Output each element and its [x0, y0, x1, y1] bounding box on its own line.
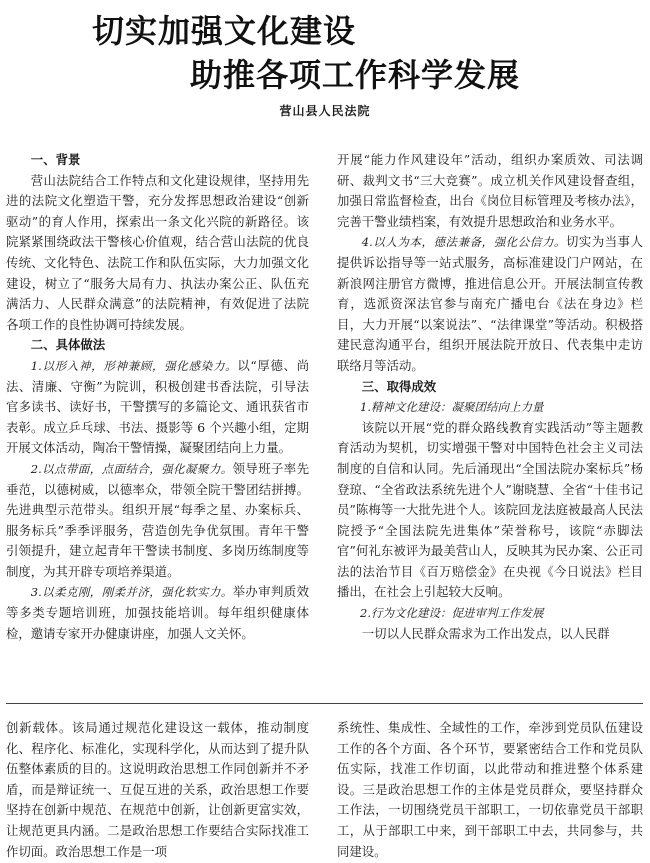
paragraph-lower-left: 创新载体。该局通过规范化建设这一载体，推动制度化、程序化、标准化，实现科学化，从而达到了提升队伍整体素质的目的。这说明政治思想工作同创新并不矛盾，而是辩证统一、互促互进的关系，政治思想工作要坚持在创新中规范、在规范中创新，让创新更富实效，让规范更具内涵。二是政治思想工作要结合实际找准工作切面。政治思想工作是一项 — [6, 720, 309, 859]
column-right-top — [337, 150, 643, 644]
practice-2-lead: 2.以点带面，点面结合，强化凝聚力。 — [30, 461, 233, 476]
paragraph-results-1: 该院以开展“党的群众路线教育实践活动”等主题教育活动为契机，切实增强干警对中国特色社会主义司法制度的自信和认同。先后涌现出“全国法院办案标兵”杨登琼、“全省政法系统先进个人”谢晓慧、全省“十佳书记员”陈梅等一大批先进个人。该院回龙法庭被最高人民法院授予“全国法院先进集体”荣誉称号，该院“赤脚法官”何礼东被评为最美营山人，反映其为民办案、公正司法的法治节目《百万赔偿金》在央视《今日说法》栏目播出，在社会上引起较大反响。 — [337, 419, 643, 600]
section-heading-background: 一、背景 — [30, 152, 81, 167]
article-author: 营山县人民法院 — [279, 104, 371, 118]
practice-4-lead: 4.以人为本，德法兼备，强化公信力。 — [361, 235, 566, 250]
paragraph-practice-1 — [6, 356, 309, 459]
practice-1-text: 以“厚德、尚法、清廉、守衡”为院训，积极创建书香法院，引导法官多读书、读好书，干警撰写的多篇论文、通讯获省市表彰。成立乒乓球、书法、摄影等 6 个兴趣小组，定期开展文体活动，陶冶干警情操，凝聚团结向上力量。 — [6, 357, 309, 456]
practice-1-lead: 1.以形入神，形神兼顾，强化感染力。 — [30, 358, 238, 373]
results-subheading-1: 1.精神文化建设：凝聚团结向上力量 — [360, 400, 544, 415]
column-left-top — [6, 150, 309, 644]
paragraph-continued: 开展“能力作风建设年”活动，组织办案质效、司法调研、裁判文书“三大竞赛”。成立机关作风建设督查组，加强日常监督检查，出台《岗位目标管理及考核办法》，完善干警业绩档案，有效提升思想政治和业务水平。 — [337, 152, 643, 229]
paragraph-practice-2 — [6, 459, 309, 583]
practice-3-text: 举办审判质效等多类专题培训班，加强技能培训。每年组织健康体检，邀请专家开办健康讲座，加强人文关怀。 — [6, 584, 309, 641]
practice-4-text: 切实为当事人提供诉讼指导等一站式服务，高标准建设门户网站，在新浪网注册官方微博，推进信息公开。开展法制宣传教育，选派资深法官参与南充广播电台《法在身边》栏目，大力开展“以案说法”、“法律课堂”等活动。积极搭建民意沟通平台，组织开展法院开放日、代表集中走访联络月等活动。 — [337, 234, 643, 373]
paragraph-lower-right: 系统性、集成性、全域性的工作，牵涉到党员队伍建设工作的各个方面、各个环节，要紧密结合工作和党员队伍实际，找准工作切面，以此带动和推进整个体系建设。三是政治思想工作的主体是党员群众，要坚持群众工作法，一切围绕党员干部职工，一切依靠党员干部职工，从于部职工中来，到干部职工中去，共同参与，共同建设。 — [337, 720, 643, 859]
paragraph-practice-3 — [6, 582, 309, 644]
paragraph-practice-4 — [337, 232, 643, 376]
article-title-line2: 助推各项工作科学发展 — [190, 56, 521, 94]
paragraph-background: 营山法院结合工作特点和文化建设规律，坚持用先进的法院文化塑造干警，充分发挥思想政治建设“创新驱动”的育人作用，探索出一条文化兴院的新路径。该院紧紧围绕政法干警核心价值观，结合营山法院的优良传统、文化特色、法院工作和队伍实际，大力加强文化建设，树立了“服务大局有力、执法办案公正、队伍充满活力、人民群众满意”的法院精神，有效促进了法院各项工作的良性协调可持续发展。 — [6, 172, 309, 332]
paragraph-results-2: 一切以人民群众需求为工作出发点，以人民群 — [361, 625, 610, 641]
practice-3-lead: 3.以柔克刚，刚柔并济，强化软实力。 — [30, 585, 233, 600]
section-heading-practice: 二、具体做法 — [30, 337, 106, 353]
practice-2-text: 领导班子率先垂范，以德树威，以德率众，带领全院干警团结拼搏。先进典型示范带头。组织开展“每季之星、办案标兵、服务标兵”季季评服务，营造创先争优氛围。青年干警引领提升，建立起青年干警读书制度、多岗历练制度等制度，为其开辟专项培养渠道。 — [6, 460, 309, 579]
column-left-bottom — [6, 718, 309, 862]
column-right-bottom — [337, 718, 643, 862]
article-title-line1: 切实加强文化建设 — [92, 12, 357, 50]
results-subheading-2: 2.行为文化建设：促进审判工作发展 — [360, 606, 544, 621]
section-divider — [6, 703, 643, 704]
section-heading-results: 三、取得成效 — [361, 378, 437, 394]
